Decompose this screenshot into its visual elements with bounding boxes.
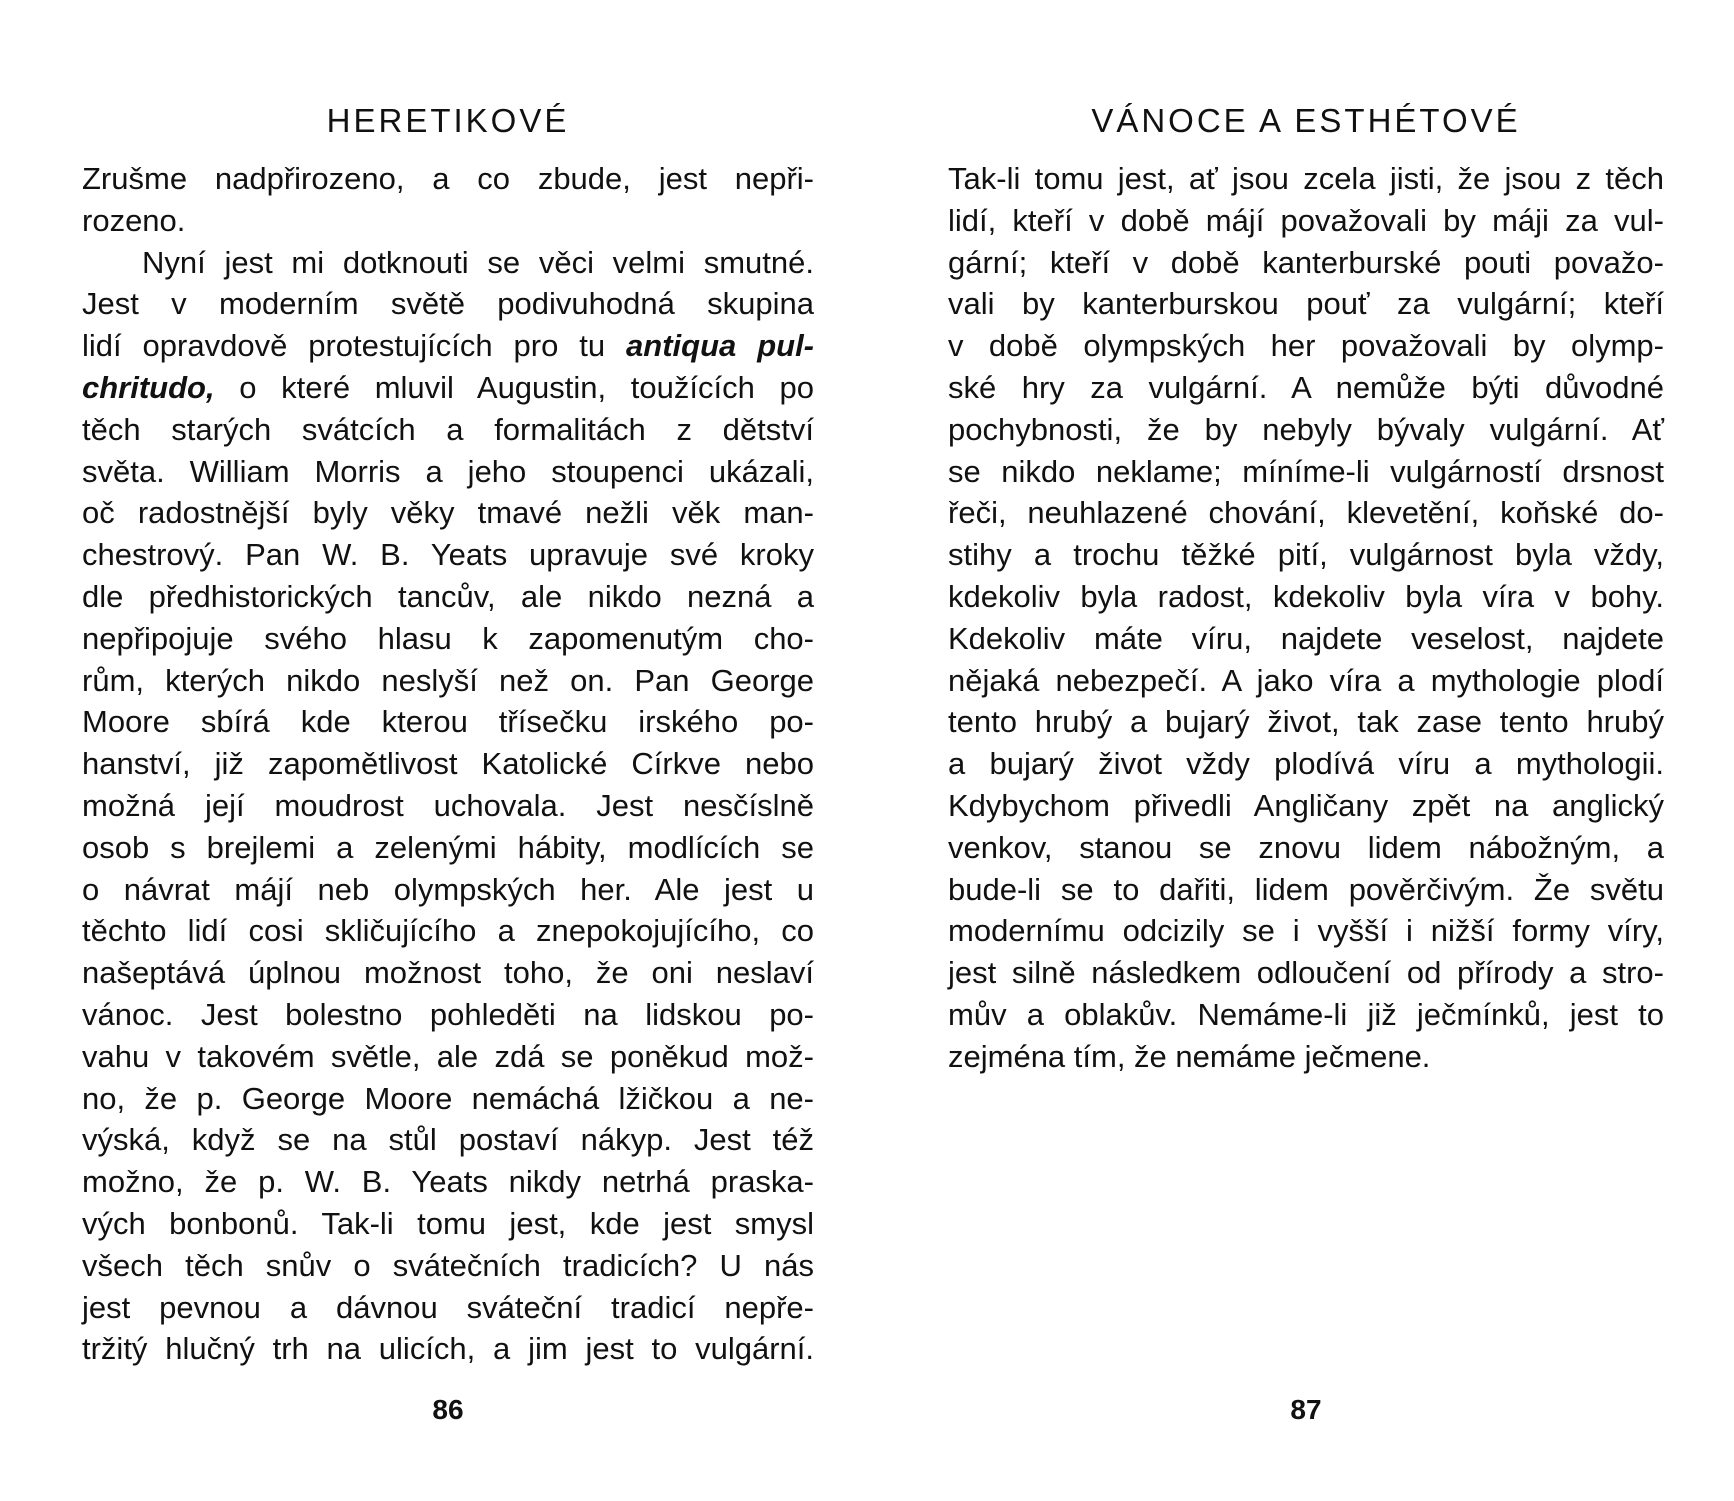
text-line: kdekoliv byla radost, kdekoliv byla víra v bohy. (948, 578, 1664, 614)
text-line: tržitý hlučný trh na ulicích, a jim jest to vulgární. (82, 1331, 814, 1367)
text-line: možno, že p. W. B. Yeats nikdy netrhá praska- (82, 1164, 814, 1200)
text-line: jest pevnou a dávnou sváteční tradicí nepře- (82, 1289, 814, 1325)
text-line: oč radostnější byly věky tmavé nežli věk man- (82, 495, 814, 531)
text-line: vánoc. Jest bolestno pohleděti na lidskou po- (82, 996, 814, 1032)
text-line: Zrušme nadpřirozeno, a co zbude, jest nepři- (82, 161, 814, 196)
text-line: se nikdo neklame; míníme-li vulgárností drsnost (948, 453, 1664, 489)
text-line: Tak-li tomu jest, ať jsou zcela jisti, že jsou z těch (948, 161, 1664, 196)
text-line: stihy a trochu těžké pití, vulgárnost byla vždy, (948, 537, 1664, 573)
text-line: o návrat májí neb olympských her. Ale jest u (82, 871, 814, 907)
text-line: bude-li se to dařiti, lidem pověrčivým. Že světu (948, 871, 1664, 907)
text-line: rům, kterých nikdo neslyší než on. Pan George (82, 662, 814, 698)
page-number: 86 (432, 1394, 464, 1425)
text-line: Moore sbírá kde kterou třísečku irského po- (82, 704, 814, 740)
italic-phrase: antiqua pul- (626, 328, 815, 364)
text-line: nepřipojuje svého hlasu k zapomenutým cho- (82, 620, 814, 656)
text-line: nějaká nebezpečí. A jako víra a mythologie plodí (948, 662, 1664, 698)
text-line: ské hry za vulgární. A nemůže býti důvodné (948, 369, 1664, 405)
text-line: tento hrubý a bujarý život, tak zase tento hrubý (948, 704, 1664, 740)
body-text (948, 158, 1664, 1078)
text-line: vali by kanterburskou pouť za vulgární; kteří (948, 286, 1664, 322)
text-line: vahu v takovém světle, ale zdá se poněkud mož- (82, 1038, 814, 1074)
text-line: vých bonbonů. Tak-li tomu jest, kde jest smysl (82, 1205, 814, 1241)
text-line: výská, když se na stůl postaví nákyp. Jest též (82, 1122, 814, 1158)
text-line: chestrový. Pan W. B. Yeats upravuje své kroky (82, 537, 814, 573)
text-line: světa. William Morris a jeho stoupenci ukázali, (82, 453, 814, 489)
text-line (82, 367, 814, 409)
running-head: VÁNOCE A ESTHÉTOVÉ (1091, 102, 1521, 139)
italic-word: chritudo, (82, 369, 215, 405)
text-line (82, 325, 814, 367)
right-page (948, 0, 1664, 1501)
text-line: těch starých svátcích a formalitách z dětství (82, 411, 814, 447)
text-line: pochybnosti, že by nebyly bývaly vulgární. Ať (948, 411, 1664, 447)
text-line: venkov, stanou se znovu lidem nábožným, a (948, 829, 1664, 865)
running-head: HERETIKOVÉ (326, 102, 570, 139)
text-line: mův a oblakův. Nemáme-li již ječmínků, jest to (948, 996, 1664, 1032)
text-line: v době olympských her považovali by olymp- (948, 328, 1664, 364)
text-line: Kdekoliv máte víru, najdete veselost, najdete (948, 620, 1664, 656)
text-line: zejména tím, že nemáme ječmene. (948, 1038, 1431, 1074)
text-line: těchto lidí cosi skličujícího a znepokojujícího, co (82, 913, 814, 949)
text-line: možná její moudrost uchovala. Jest nesčíslně (82, 787, 814, 823)
text-line: lidí, kteří v době májí považovali by máji za vul- (948, 202, 1664, 238)
text-line: hanství, již zapomětlivost Katolické Církve nebo (82, 746, 814, 782)
text-line: Nyní jest mi dotknouti se věci velmi smutné. (142, 244, 814, 280)
text-line: řeči, neuhlazené chování, klevetění, koňské do- (948, 495, 1664, 531)
text-line: dle předhistorických tancův, ale nikdo nezná a (82, 578, 814, 614)
text-line: našeptává úplnou možnost toho, že oni neslaví (82, 955, 814, 991)
text-line: no, že p. George Moore nemáchá lžičkou a ne- (82, 1080, 814, 1116)
text-line: všech těch snův o svátečních tradicích? U nás (82, 1247, 814, 1283)
text-line-start: lidí opravdově protestujících pro tu (82, 328, 627, 364)
text-line: modernímu odcizily se i vyšší i nižší formy víry, (948, 913, 1664, 949)
text-line: rozeno. (82, 202, 186, 238)
body-text (82, 158, 814, 1370)
text-line: Jest v moderním světě podivuhodná skupina (82, 286, 814, 322)
text-line: jest silně následkem odloučení od přírody a stro- (948, 955, 1664, 991)
text-line: gární; kteří v době kanterburské pouti považo- (948, 244, 1664, 280)
text-line: a bujarý život vždy plodívá víru a mythologii. (948, 746, 1664, 782)
text-line: Kdybychom přivedli Angličany zpět na anglický (948, 787, 1664, 823)
text-line-rest: o které mluvil Augustin, toužících po (214, 369, 814, 405)
page-number: 87 (1290, 1394, 1322, 1425)
text-line: osob s brejlemi a zelenými hábity, modlících se (82, 829, 814, 865)
left-page (82, 0, 814, 1501)
